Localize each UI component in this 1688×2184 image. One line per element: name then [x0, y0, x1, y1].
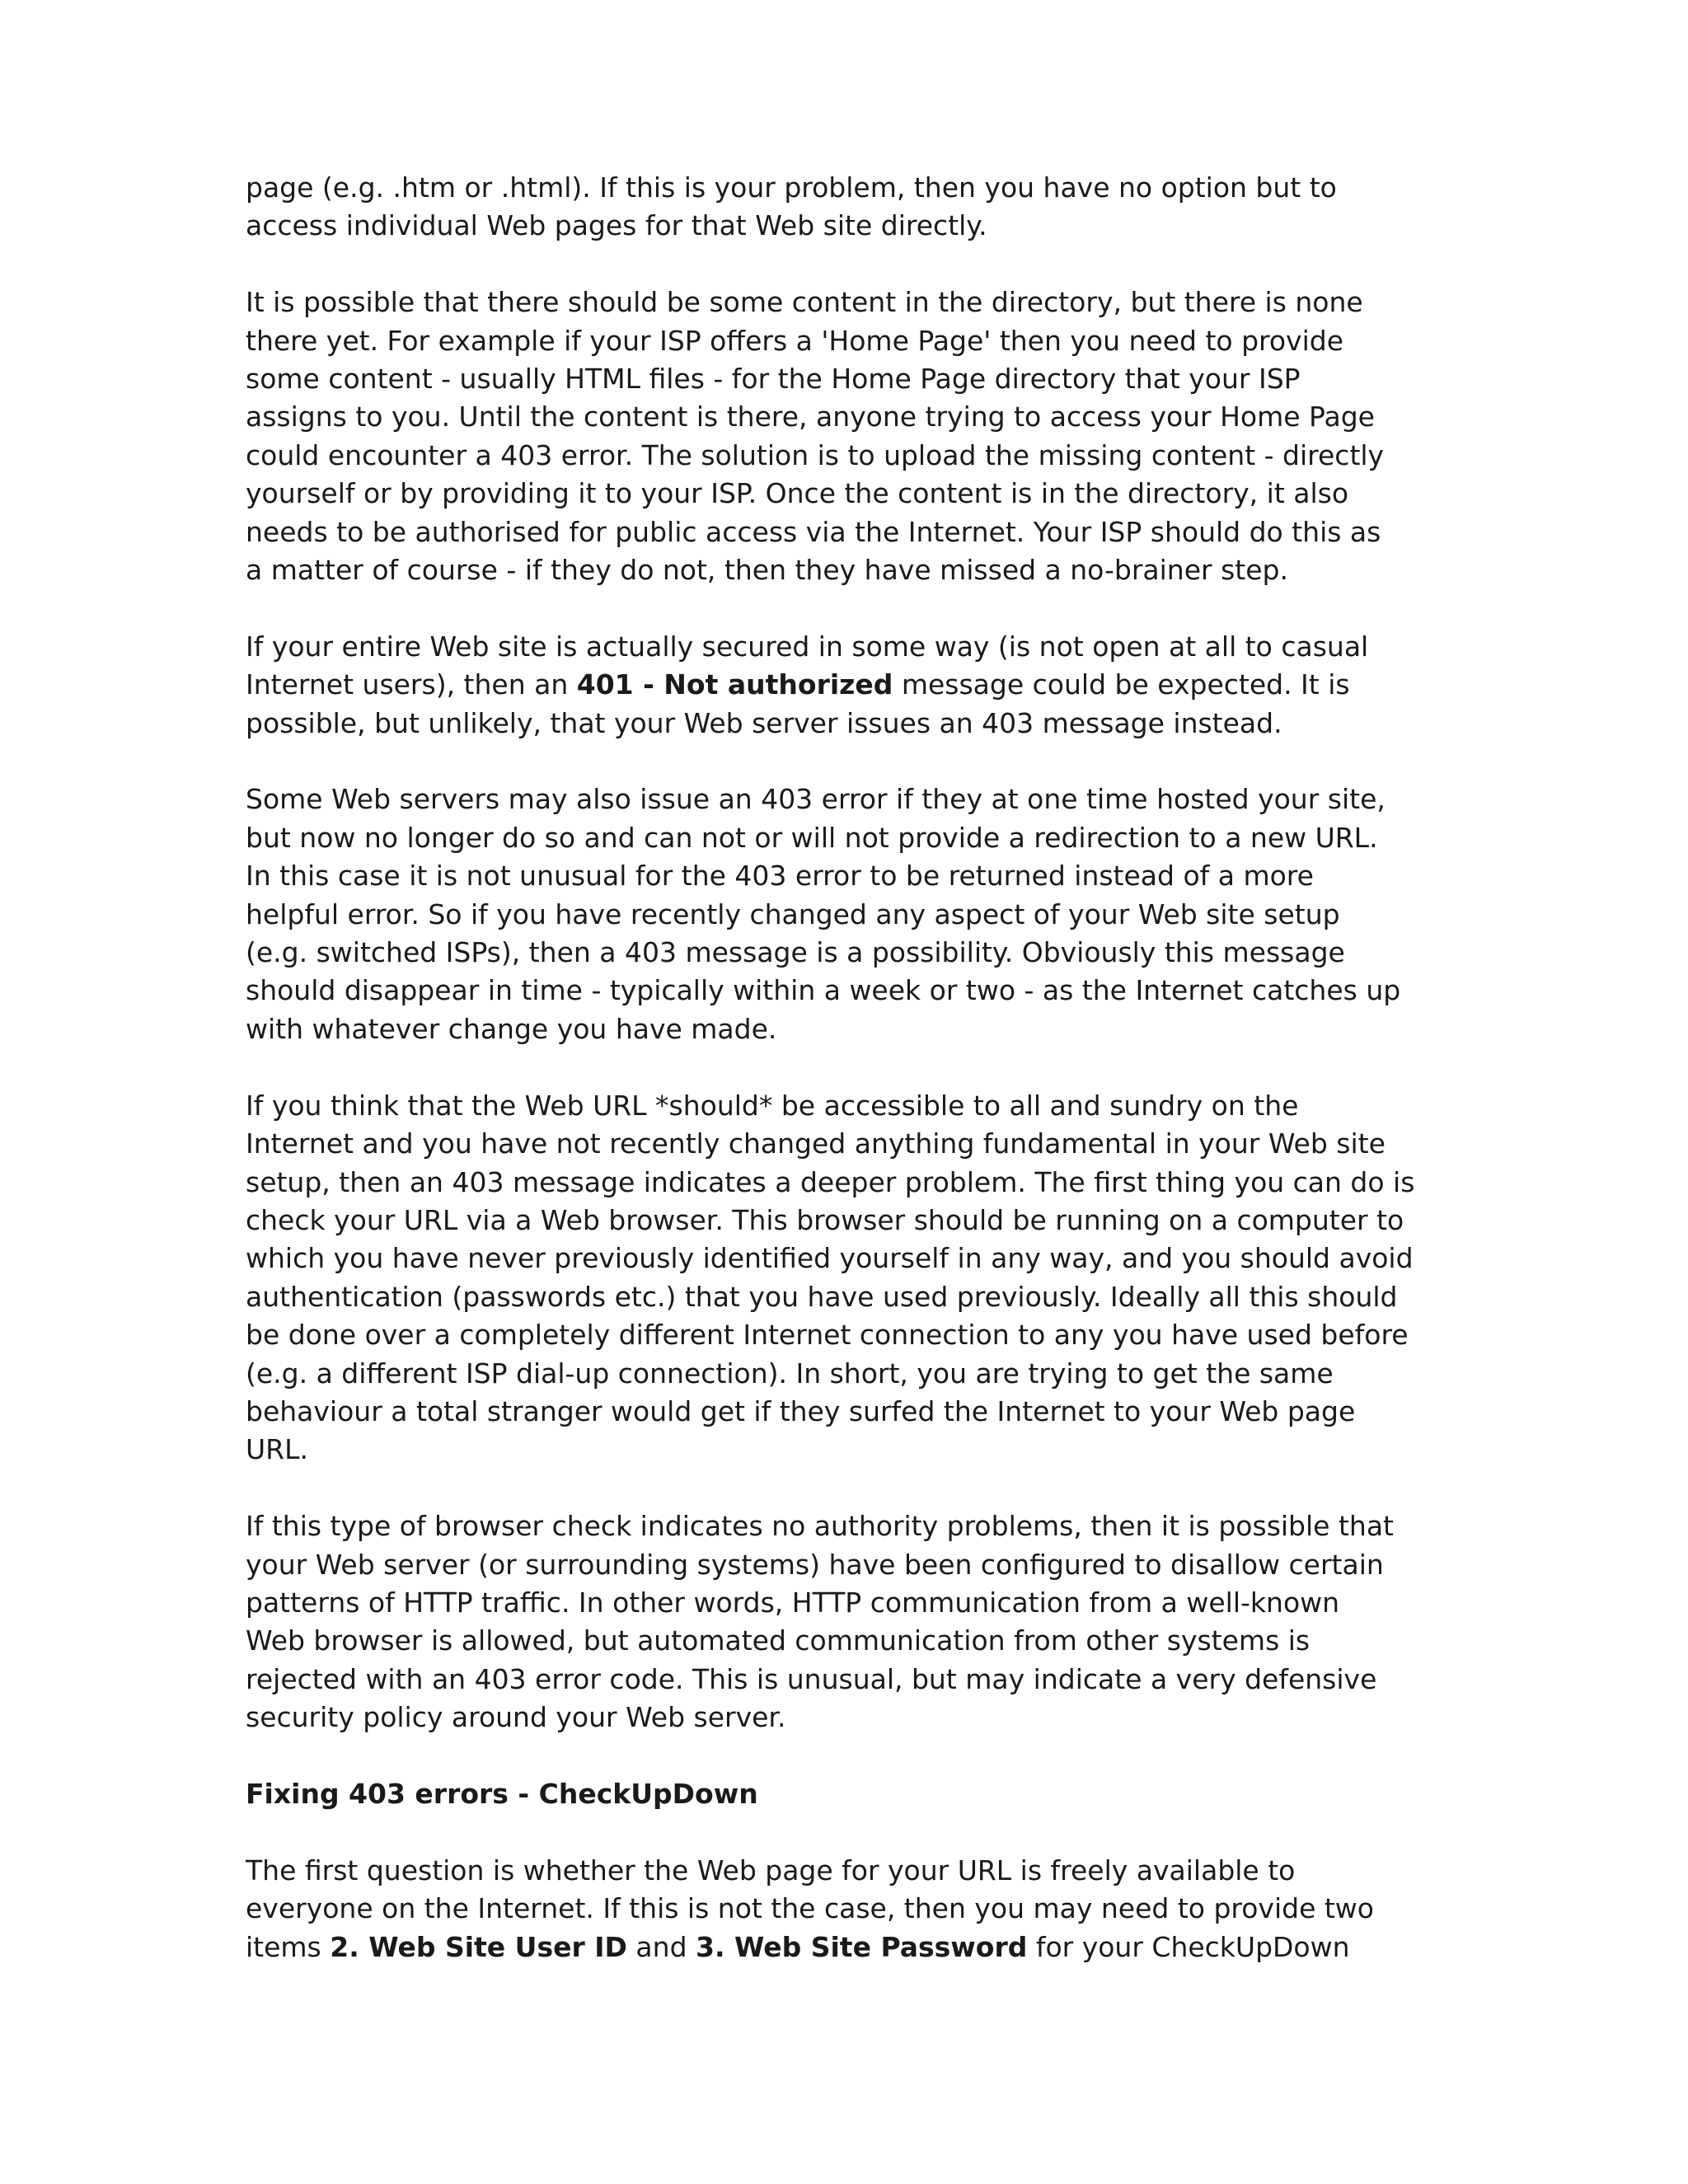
bold-term-password: 3. Web Site Password — [696, 1930, 1028, 1963]
paragraph-text: Some Web servers may also issue an 403 error if they at one time hosted your site, but now no longer do so and can not or will not provide a redirection to a new URL. In this case it is not unusual for the 403 error to be returned instead of a more helpful error. So if you have recently changed any aspect of your Web site setup (e.g. switched ISPs), then a 403 message is a possibility. Obviously this message should disappear in time - typically within a week or two - as the Internet catches up with whatever change you have made. — [246, 783, 1401, 1045]
paragraph-text: The first question is whether the Web page for your URL is freely available to everyone on the Internet. If this is not the case, then you may need to provide two items — [246, 1854, 1374, 1963]
document-page — [246, 169, 1457, 2004]
paragraph-text: page (e.g. .htm or .html). If this is your problem, then you have no option but to access individual Web pages for that Web site directly. — [246, 171, 1337, 242]
paragraph-missing-content — [246, 284, 1457, 589]
paragraph-text: If this type of browser check indicates no authority problems, then it is possible that your Web server (or surrounding systems) have been configured to disallow certain patterns of HTTP traffic. In other words, HTTP communication from a well-known Web browser is allowed, but automated communication from other systems is rejected with an 403 error code. This is unusual, but may indicate a very defensive security policy around your Web server. — [246, 1510, 1394, 1734]
paragraph-text: If your entire Web site is actually secured in some way (is not open at all to casual Internet users), then an — [246, 630, 1369, 701]
paragraph-browser-check — [246, 1087, 1457, 1469]
bold-term-user-id: 2. Web Site User ID — [330, 1930, 627, 1963]
paragraph-secured-site — [246, 628, 1457, 743]
paragraph-text: It is possible that there should be some content in the directory, but there is none there yet. For example if your ISP offers a 'Home Page' then you need to provide some content - usually HTML files - for the Home Page directory that your ISP assigns to you. Until the content is there, anyone trying to access your Home Page could encounter a 403 error. The solution is to upload the missing content - directly yourself or by providing it to your ISP. Once the content is in the directory, it also needs to be authorised for public access via the Internet. Your ISP should do this as a matter of course - if they do not, then they have missed a no-brainer step. — [246, 286, 1385, 587]
paragraph-first-question — [246, 1852, 1457, 1966]
paragraph-text: message could be expected. It is possible, but unlikely, that your Web server issues an 403 message instead. — [246, 668, 1350, 739]
paragraph-text: If you think that the Web URL *should* be accessible to all and sundry on the Internet and you have not recently changed anything fundamental in your Web site setup, then an 403 message indicates a deeper problem. The first thing you can do is check your URL via a Web browser. This browser should be running on a computer to which you have never previously identified yourself in any way, and you should avoid authentication (passwords etc.) that you have used previously. Ideally all this should be done over a completely different Internet connection to any you have used before (e.g. a different ISP dial-up connection). In short, you are trying to get the same behaviour a total stranger would get if they surfed the Internet to your Web page URL. — [246, 1089, 1415, 1466]
bold-term-401: 401 - Not authorized — [576, 668, 893, 701]
paragraph-text: and — [626, 1930, 696, 1963]
paragraph-http-traffic — [246, 1507, 1457, 1736]
paragraph-redirection — [246, 780, 1457, 1048]
paragraph-html-extension — [246, 169, 1457, 246]
paragraph-text: for your CheckUpDown — [1027, 1930, 1350, 1963]
section-heading: Fixing 403 errors - CheckUpDown — [246, 1777, 758, 1810]
